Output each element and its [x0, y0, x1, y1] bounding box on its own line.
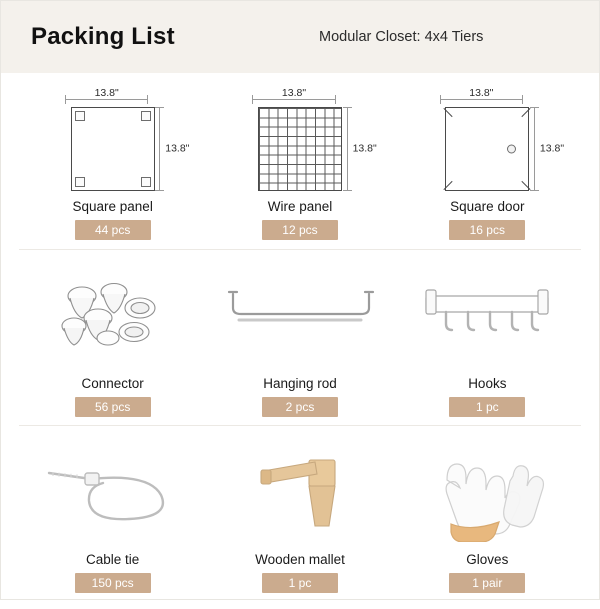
quantity-badge: 16 pcs: [449, 220, 525, 240]
connector-icon: [48, 270, 178, 366]
part-label: Square panel: [72, 199, 153, 214]
corner-bracket-icon: [75, 111, 85, 121]
page-title: Packing List: [31, 23, 175, 50]
height-guide: [534, 107, 535, 191]
height-guide: [347, 107, 348, 191]
part-label: Gloves: [466, 552, 509, 567]
square-panel-art: [19, 85, 206, 197]
hanging-rod-art: [206, 262, 393, 374]
quantity-badge: 56 pcs: [75, 397, 151, 417]
part-cell-gloves: [394, 426, 581, 601]
square-door-height-label: 13.8": [539, 141, 565, 156]
cable-tie-icon: [33, 449, 193, 539]
quantity-badge: 12 pcs: [262, 220, 338, 240]
part-cell-square-door: [394, 73, 581, 249]
part-label: Connector: [81, 376, 144, 391]
wooden-mallet-art: [206, 438, 393, 550]
quantity-badge: 1 pc: [262, 573, 338, 593]
part-cell-cable-tie: [19, 426, 206, 601]
corner-bracket-icon: [141, 111, 151, 121]
quantity-badge: 2 pcs: [262, 397, 338, 417]
wire-panel-height-label: 13.8": [352, 141, 378, 156]
cable-tie-art: [19, 438, 206, 550]
width-guide: [65, 99, 148, 100]
parts-row-3: [19, 425, 581, 601]
part-cell-hooks: [394, 250, 581, 425]
hooks-icon: [412, 278, 562, 358]
square-door-art: [394, 85, 581, 197]
part-cell-square-panel: [19, 73, 206, 249]
part-cell-wire-panel: [206, 73, 393, 249]
wooden-mallet-icon: [225, 448, 375, 540]
chamfer-edge: [522, 108, 531, 117]
square-panel-width-label: 13.8": [92, 87, 122, 99]
quantity-badge: 1 pair: [449, 573, 525, 593]
part-label: Wooden mallet: [255, 552, 345, 567]
page-header: [1, 1, 599, 73]
width-guide: [252, 99, 335, 100]
parts-row-1: [19, 73, 581, 249]
part-label: Cable tie: [86, 552, 140, 567]
part-label: Hooks: [468, 376, 507, 391]
quantity-badge: 1 pc: [449, 397, 525, 417]
corner-bracket-icon: [141, 177, 151, 187]
door-knob-icon: [507, 145, 516, 154]
part-cell-connector: [19, 250, 206, 425]
square-door-icon: [445, 107, 529, 191]
part-label: Hanging rod: [263, 376, 337, 391]
parts-row-2: [19, 249, 581, 425]
bottom-spacer: [1, 601, 599, 609]
corner-bracket-icon: [75, 177, 85, 187]
gloves-icon: [417, 446, 557, 542]
square-panel-icon: [71, 107, 155, 191]
chamfer-edge: [444, 108, 453, 117]
hooks-art: [394, 262, 581, 374]
parts-grid: [1, 73, 599, 601]
wire-panel-icon: [258, 107, 342, 191]
hanging-rod-icon: [215, 278, 385, 358]
part-label: Wire panel: [267, 199, 333, 214]
connector-art: [19, 262, 206, 374]
wire-panel-width-label: 13.8": [279, 87, 309, 99]
height-guide: [159, 107, 160, 191]
quantity-badge: 150 pcs: [75, 573, 151, 593]
part-label: Square door: [450, 199, 525, 214]
gloves-art: [394, 438, 581, 550]
product-model-label: Modular Closet: 4x4 Tiers: [319, 29, 484, 45]
wire-panel-art: [206, 85, 393, 197]
chamfer-edge: [444, 181, 453, 190]
part-cell-hanging-rod: [206, 250, 393, 425]
square-panel-height-label: 13.8": [164, 141, 190, 156]
quantity-badge: 44 pcs: [75, 220, 151, 240]
width-guide: [440, 99, 523, 100]
square-door-width-label: 13.8": [466, 87, 496, 99]
part-cell-wooden-mallet: [206, 426, 393, 601]
chamfer-edge: [522, 181, 531, 190]
